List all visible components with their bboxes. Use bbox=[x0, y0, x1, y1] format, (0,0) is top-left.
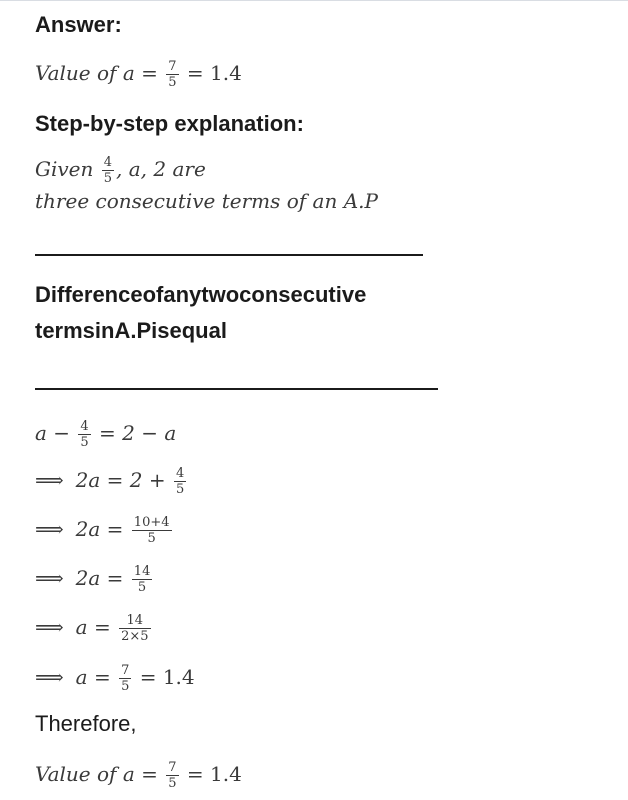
implies-icon: ⟹ bbox=[35, 468, 64, 492]
answer-fraction: $\frac{7}{5}$ bbox=[168, 59, 177, 90]
step-6-fraction: $\frac{7}{5}$ bbox=[121, 663, 130, 694]
implies-icon: ⟹ bbox=[35, 566, 64, 590]
step-1-fraction: $\frac{4}{5}$ bbox=[80, 419, 89, 450]
step-4-fraction: $\frac{14}{5}$ bbox=[133, 564, 151, 595]
step-2-fraction: $\frac{4}{5}$ bbox=[176, 466, 185, 497]
step-3-fraction: $\frac{10+4}{5}$ bbox=[133, 515, 170, 546]
answer-heading: Answer: bbox=[35, 12, 122, 37]
conclusion-lhs-words: Value of bbox=[35, 762, 117, 786]
divider-2 bbox=[35, 388, 438, 390]
step-3: ⟹ 2a = $\frac{10+4}{5}$ bbox=[35, 515, 170, 546]
step-5-fraction: $\frac{14}{2\times 5}$ bbox=[121, 613, 149, 644]
text-line-1: Differenceofanytwoconsecutive bbox=[35, 282, 367, 307]
top-border bbox=[0, 0, 628, 1]
step-4: ⟹ 2a = $\frac{14}{5}$ bbox=[35, 564, 151, 595]
therefore-text: Therefore, bbox=[35, 711, 137, 736]
given-line-1 bbox=[35, 156, 206, 185]
conclusion-decimal: 1.4 bbox=[210, 762, 242, 786]
text-line-2: termsinA.Pisequal bbox=[35, 318, 227, 343]
implies-icon: ⟹ bbox=[35, 517, 64, 541]
conclusion-equation: Value of a = $\frac{7}{5}$ = 1.4 bbox=[35, 760, 242, 791]
given-rest: , a, 2 are bbox=[116, 157, 206, 181]
divider-1 bbox=[35, 254, 423, 256]
step-5: ⟹ a = $\frac{14}{2\times 5}$ bbox=[35, 613, 149, 644]
answer-lhs-words: Value of bbox=[35, 61, 117, 85]
conclusion-variable: a bbox=[122, 762, 135, 786]
given-fraction: $\frac{4}{5}$ bbox=[103, 155, 113, 186]
step-6: ⟹ a = $\frac{7}{5}$ = 1.4 bbox=[35, 663, 195, 694]
answer-decimal: 1.4 bbox=[210, 61, 242, 85]
answer-equation: Value of a = $\frac{7}{5}$ = 1.4 bbox=[35, 59, 242, 90]
implies-icon: ⟹ bbox=[35, 615, 64, 639]
step-1: a − $\frac{4}{5}$ = 2 − a bbox=[35, 419, 177, 450]
step-2: ⟹ 2a = 2 + $\frac{4}{5}$ bbox=[35, 466, 185, 497]
explanation-heading: Step-by-step explanation: bbox=[35, 111, 304, 136]
conclusion-fraction: $\frac{7}{5}$ bbox=[168, 760, 177, 791]
implies-icon: ⟹ bbox=[35, 665, 64, 689]
answer-variable: a bbox=[122, 61, 135, 85]
given-word: Given bbox=[35, 157, 94, 181]
given-line-2: three consecutive terms of an A.P bbox=[35, 189, 378, 213]
